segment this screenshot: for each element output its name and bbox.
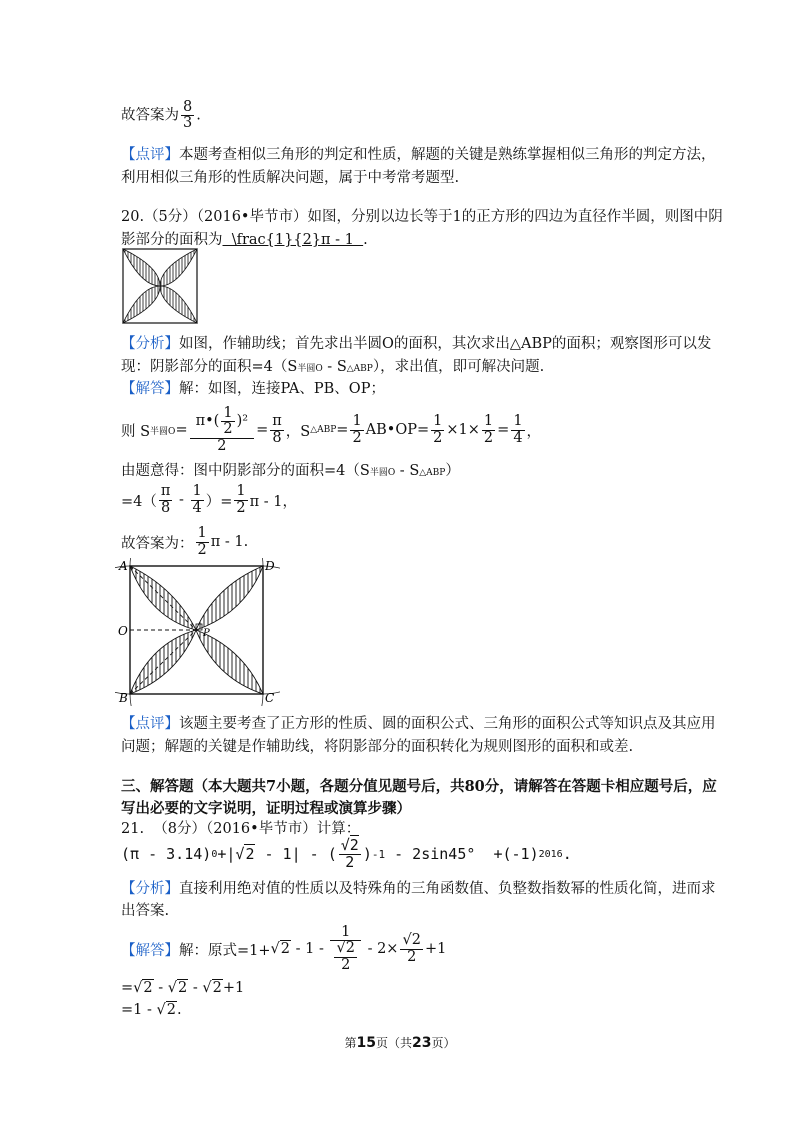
solution-tag: 【解答】 — [121, 942, 179, 959]
q21-solution — [121, 916, 446, 982]
expr-b: +| — [217, 845, 236, 863]
l3-r: 2 — [166, 1002, 176, 1018]
prev-comment-line2: 利用相似三角形的性质解决问题，属于中考常考题型. — [121, 170, 460, 186]
calc2-f3d: 2 — [236, 499, 246, 516]
sol-inner-rad: 2 — [345, 940, 355, 957]
analysis-tag: 【分析】 — [121, 881, 179, 897]
q20-final — [121, 522, 248, 562]
prev-answer-fraction — [181, 100, 194, 131]
expr-frac — [339, 835, 361, 871]
l2-r1: 2 — [143, 980, 153, 996]
l2-sqrt3: √2 — [202, 980, 222, 996]
calc1-f4n: 1 — [513, 413, 523, 430]
calc1-pre: 则 S — [121, 423, 151, 440]
q20-analysis-text1: 如图，作辅助线；首先求出半圆O的面积，其次求出△ABP的面积；观察图形可以发 — [179, 336, 712, 352]
l2-r2: 2 — [178, 980, 188, 996]
expr-frac-rad: 2 — [349, 835, 359, 854]
calc1-f1d: 2 — [352, 429, 362, 446]
sol-mid2: - 2× — [362, 941, 399, 957]
expr-d: ) — [362, 845, 372, 863]
calc1-f2 — [431, 414, 444, 445]
sol-inner-den: 2 — [341, 956, 351, 973]
q21-analysis-text1: 直接利用绝对值的性质以及特殊角的三角函数值、负整数指数幂的性质化简，进而求 — [179, 881, 716, 897]
calc2-f1d: 8 — [161, 499, 171, 516]
from-post: ） — [445, 463, 460, 479]
label-a: A — [119, 559, 128, 573]
calc1-num: π•( — [195, 413, 220, 430]
sol-rad1: 2 — [280, 941, 291, 957]
calc1-sep: ，S — [285, 423, 311, 440]
calc1-f2d: 2 — [433, 429, 443, 446]
sol-f — [400, 933, 422, 964]
footer-mid: 页（共 — [375, 1036, 412, 1050]
expr-b-rad: 2 — [245, 845, 255, 863]
q20-analysis-pre: 现：阴影部分的面积=4（S — [121, 359, 298, 375]
sol-sqrt1: √2 — [270, 941, 291, 957]
q20-stem-pre: 影部分的面积为 — [121, 232, 223, 248]
calc1-big-num — [190, 406, 254, 438]
calc1-f3d: 2 — [483, 429, 494, 446]
prev-comment-line1 — [121, 143, 716, 164]
solution-tag: 【解答】 — [121, 381, 179, 397]
calc2-f2 — [191, 484, 204, 515]
calc1-f2n: 1 — [433, 413, 443, 430]
prev-answer — [121, 100, 201, 131]
expr-end: . — [562, 845, 572, 863]
sol-f-rad: 2 — [411, 932, 421, 949]
calc1-eq3: = — [336, 422, 349, 438]
expr-e: - 2sin45° +(-1) — [385, 845, 539, 863]
calc2-minus: - — [174, 492, 189, 508]
calc1-f1 — [350, 414, 363, 445]
final-fd: 2 — [197, 541, 207, 558]
calc1-f4 — [511, 414, 524, 445]
label-o: O — [118, 624, 128, 638]
section3-line1: 三、解答题（本大题共7小题，各题分值见题号后，共80分，请解答在答题卡相应题号后，应 — [121, 778, 717, 795]
expr-c: - 1| - ( — [255, 845, 337, 863]
calc2-pre: =4（ — [121, 493, 157, 510]
sol-big-den — [330, 941, 360, 972]
q20-comment-line2: 问题；解题的关键是作辅助线，将阴影部分的面积转化为规则图形的面积和或差. — [121, 739, 634, 755]
q20-solution-text1: 解：如图，连接PA、PB、OP； — [179, 381, 385, 397]
l3-pre: =1 - — [121, 1002, 157, 1018]
l2-sqrt1: √2 — [133, 980, 153, 996]
sol-inner-num: √2 — [336, 940, 355, 957]
q20-comment-line1 — [121, 712, 716, 733]
sol-inner-frac — [334, 941, 356, 972]
calc2-f2d: 4 — [192, 499, 202, 516]
calc1-8: 8 — [272, 429, 282, 446]
sub-half-circle: 半圆O — [297, 364, 323, 374]
calc1-pi8 — [270, 414, 284, 445]
calc2-f3 — [234, 484, 247, 515]
calc1-eq4: = — [497, 422, 510, 438]
prev-answer-num: 8 — [183, 99, 193, 115]
q20-stem-line1: 20.（5分）（2016•毕节市）如图，分别以边长等于1的正方形的四边为直径作半圆，则图中阴 — [121, 209, 723, 225]
q20-analysis-mid: - S — [322, 359, 347, 375]
calc1-half-n: 1 — [223, 405, 233, 422]
q20-from-line — [121, 459, 460, 480]
calc1-eq2: = — [256, 422, 269, 438]
q20-analysis-post: ），求出值，即可解决问题. — [372, 359, 545, 375]
sub-triangle: △ABP — [346, 364, 373, 374]
calc1-f3n: 1 — [483, 413, 494, 430]
calc2-f1 — [159, 484, 173, 515]
from-mid: - S — [395, 463, 420, 479]
prev-answer-den: 3 — [183, 115, 193, 132]
expr-sqrt1: √2 — [235, 845, 255, 863]
sol-f-den: 2 — [407, 948, 417, 965]
expr-a: (π - 3.14) — [121, 845, 212, 863]
final-frac — [196, 526, 209, 557]
expr-frac-num: √2 — [340, 835, 359, 854]
footer-page: 15 — [356, 1035, 376, 1051]
analysis-tag: 【分析】 — [121, 336, 179, 352]
calc2-f2n: 1 — [192, 483, 202, 500]
from-sub2: △ABP — [419, 468, 446, 478]
page-footer — [0, 1034, 800, 1051]
q21-line2 — [121, 980, 244, 996]
footer-total: 23 — [412, 1035, 432, 1051]
q21-line3 — [121, 1002, 182, 1018]
q20-answer-blank: \frac{1}{2}π - 1 — [222, 232, 364, 248]
l2-sqrt2: √2 — [167, 980, 188, 996]
comment-tag: 【点评】 — [121, 147, 179, 163]
q20-solution-line1 — [121, 377, 385, 398]
final-end: π - 1. — [210, 534, 249, 550]
final-pre: 故答案为： — [121, 535, 194, 552]
q21-stem: 21. （8分）（2016•毕节市）计算： — [121, 821, 361, 837]
calc2-mid: ）= — [205, 493, 233, 510]
footer-pre: 第 — [344, 1036, 357, 1050]
label-c: C — [265, 691, 275, 705]
comment-tag: 【点评】 — [121, 716, 179, 732]
label-d: D — [265, 559, 275, 573]
calc1-mid: AB•OP= — [365, 422, 430, 438]
q20-small-figure — [121, 247, 199, 325]
label-p: P — [203, 628, 210, 639]
q21-analysis-line2: 出答案. — [121, 903, 170, 919]
prev-answer-suffix: . — [196, 107, 201, 124]
l3-sqrt: √2 — [156, 1002, 176, 1018]
q21-expression — [121, 832, 572, 876]
l2-m2: - — [188, 980, 203, 996]
q20-analysis-line1 — [121, 332, 711, 353]
calc1-eq: = — [175, 422, 188, 438]
calc2-end: π - 1， — [249, 493, 298, 510]
calc1-f1n: 1 — [352, 413, 362, 430]
q20-analysis-line2 — [121, 355, 544, 376]
expr-d-pow: -1 — [371, 847, 386, 861]
q20-large-figure — [115, 558, 280, 706]
calc1-f3 — [482, 414, 495, 445]
l2-r3: 2 — [212, 980, 222, 996]
calc1-f4d: 4 — [513, 429, 523, 446]
expr-frac-den: 2 — [345, 852, 355, 871]
l2-m1: - — [153, 980, 168, 996]
calc1-sub2: △ABP — [310, 425, 337, 435]
q21-analysis-line1 — [121, 877, 716, 898]
expr-a-pow: 0 — [211, 848, 218, 860]
label-b: B — [119, 691, 128, 705]
footer-post: 页） — [431, 1036, 456, 1050]
calc1-half — [221, 406, 234, 437]
calc1-sub: 半圆O — [150, 426, 176, 437]
sol-pre: 解：原式=1+ — [179, 942, 271, 959]
prev-answer-prefix: 故答案为 — [121, 107, 179, 124]
q20-calc1 — [121, 400, 541, 460]
prev-comment-text1: 本题考查相似三角形的判定和性质，解题的关键是熟练掌握相似三角形的判定方法， — [179, 147, 716, 163]
calc1-pi: π — [272, 413, 282, 430]
calc1-times: ×1× — [446, 422, 480, 438]
sol-end: +1 — [424, 941, 447, 957]
calc1-end: ， — [526, 423, 542, 440]
q20-stem-post: . — [363, 232, 368, 248]
q20-stem-line2 — [121, 228, 368, 249]
l2-pre: = — [121, 980, 134, 996]
sol-big-num: 1 — [330, 925, 360, 941]
calc2-f1n: π — [160, 483, 171, 500]
sol-mid1: - 1 - — [291, 941, 329, 957]
calc1-big-fraction — [190, 406, 254, 454]
sol-f-num: √2 — [402, 932, 421, 949]
l2-end: +1 — [222, 980, 245, 996]
calc2-f3n: 1 — [236, 483, 246, 500]
sol-big-frac — [330, 925, 360, 973]
calc1-den: 2 — [217, 437, 227, 454]
q20-calc2 — [121, 478, 297, 522]
from-sub1: 半圆O — [369, 468, 396, 478]
calc1-pow: )² — [236, 413, 249, 430]
l3-end: . — [176, 1002, 182, 1018]
final-fn: 1 — [197, 525, 207, 542]
expr-e-pow: 2016 — [538, 848, 563, 860]
from-pre: 由题意得：图中阴影部分的面积=4（S — [121, 463, 370, 479]
section3-line2: 写出必要的文字说明，证明过程或演算步骤） — [121, 800, 411, 817]
calc1-half-d: 2 — [223, 421, 233, 438]
q20-comment-text1: 该题主要考查了正方形的性质、圆的面积公式、三角形的面积公式等知识点及其应用 — [179, 716, 716, 732]
